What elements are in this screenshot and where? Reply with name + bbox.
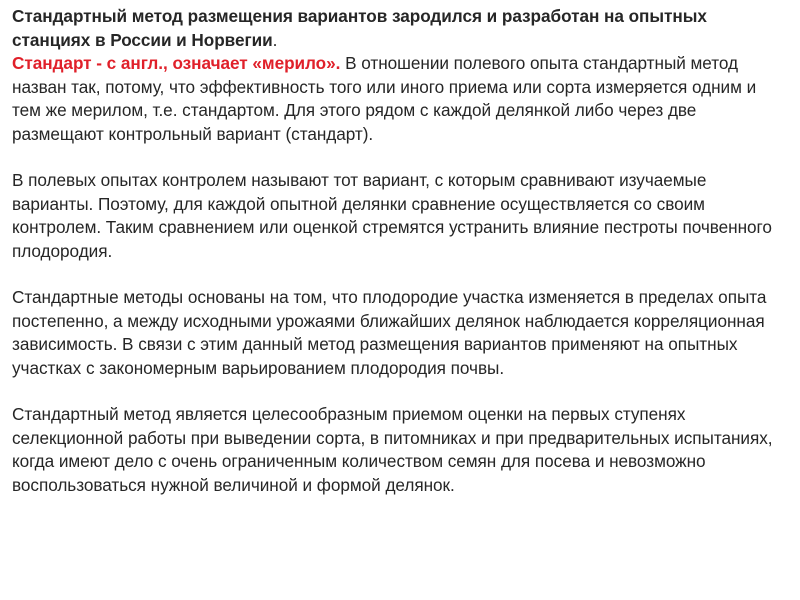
intro-paragraph: [12, 5, 788, 146]
definition-term: Стандарт - с англ., означает «мерило».: [12, 53, 341, 73]
heading-period: .: [272, 29, 278, 50]
paragraph-application: Стандартный метод является целесообразным приемом оценки на первых ступенях селекционной работы при выведении сорта, в питомниках и при предварительных испытаниях, когда имеют дело с очень ограниченным количеством семян для посева и невозможно воспользоваться нужной величиной и формой делянок.: [12, 404, 773, 495]
definition-text: В отношении полевого опыта стандартный метод назван так, потому, что эффективность того или иного приема или сорта измеряется одним и тем же мерилом, т.е. стандартом. Для этого рядом с каждой делянкой либо через две размещают контрольный вариант (стандарт).: [12, 53, 757, 144]
slide-heading: Стандартный метод размещения вариантов зародился и разработан на опытных станциях в России и Норвегии: [12, 6, 707, 50]
paragraph-control: В полевых опытах контролем называют тот вариант, с которым сравнивают изучаемые варианты. Поэтому, для каждой опытной делянки сравнение осуществляется со своим контролем. Таким сравнением или оценкой стремятся устранить влияние пестроты почвенного плодородия.: [12, 170, 772, 261]
paragraph-methods: Стандартные методы основаны на том, что плодородие участка изменяется в пределах опыта постепенно, а между исходными урожаями ближайших делянок наблюдается корреляционная зависимость. В связи с этим данный метод размещения вариантов применяют на опытных участках с закономерным варьированием плодородия почвы.: [12, 287, 767, 378]
